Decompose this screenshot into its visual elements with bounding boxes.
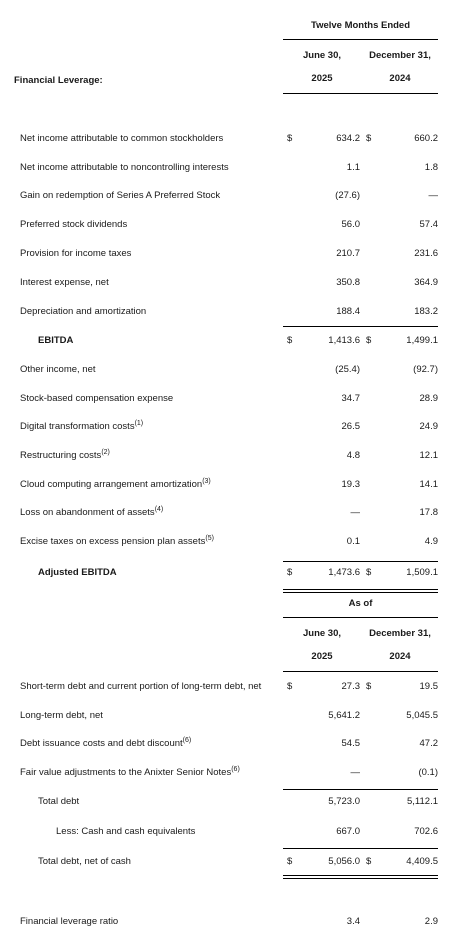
currency-symbol: $ (287, 681, 293, 692)
adjusted-ebitda-rule (283, 561, 438, 562)
value-2025: 350.8 (336, 277, 360, 288)
row-label-text: Cloud computing arrangement amortization (20, 479, 203, 490)
value-2024: 1.8 (424, 162, 438, 173)
value-2025: 1,413.6 (328, 335, 360, 346)
row-label (20, 306, 146, 317)
row-label (20, 277, 109, 288)
value-2025: 27.3 (341, 681, 360, 692)
row-label (20, 536, 214, 547)
value-2024: 1,499.1 (406, 335, 438, 346)
col1-header-line1: June 30, (302, 50, 342, 61)
row-label-text: Stock-based compensation expense (20, 393, 174, 404)
row-label (20, 190, 220, 201)
footnote-marker: (1) (134, 419, 144, 427)
row-label-text: Depreciation and amortization (20, 306, 147, 317)
row-label-text: Short-term debt and current portion of long-term debt, net (20, 681, 262, 692)
net-debt-double-rule (283, 875, 438, 879)
asof-bottom-rule (283, 671, 438, 672)
currency-symbol: $ (287, 133, 293, 144)
row-label (20, 219, 127, 230)
value-2025: 54.5 (341, 738, 360, 749)
col2-header-line2: 2024 (389, 73, 411, 84)
value-2024: 1,509.1 (406, 567, 438, 578)
row-label (38, 567, 117, 578)
row-label-text: Other income, net (20, 364, 96, 375)
section-title: Financial Leverage: (14, 75, 103, 86)
asof-title: As of (348, 598, 373, 609)
value-2025: 19.3 (341, 479, 360, 490)
value-2024: 4,409.5 (406, 856, 438, 867)
col2-header-line1: December 31, (369, 50, 431, 61)
footnote-marker: (4) (154, 505, 164, 513)
value-2025: 188.4 (336, 306, 360, 317)
value-2024: 702.6 (414, 826, 438, 837)
row-label-text: EBITDA (38, 335, 74, 346)
row-label (20, 738, 191, 749)
value-2024: 5,112.1 (407, 796, 438, 807)
footnote-marker: (6) (231, 765, 240, 773)
row-label (20, 767, 240, 778)
currency-symbol: $ (287, 856, 293, 867)
value-2025: 4.8 (346, 450, 360, 461)
value-2024: (92.7) (413, 364, 438, 375)
value-2024: 57.4 (419, 219, 438, 230)
col1-header-line2: 2025 (311, 73, 333, 84)
value-2025: — (350, 767, 360, 778)
ratio-label: Financial leverage ratio (20, 916, 119, 927)
row-label (38, 335, 73, 346)
footnote-marker: (5) (205, 534, 214, 542)
row-label-text: Debt issuance costs and debt discount (20, 738, 183, 749)
row-label-text: Preferred stock dividends (20, 219, 128, 230)
value-2025: 56.0 (341, 219, 360, 230)
value-2025: 5,641.2 (328, 710, 360, 721)
value-2024: 24.9 (419, 421, 438, 432)
value-2025: 1,473.6 (328, 567, 360, 578)
row-label-text: Gain on redemption of Series A Preferred Stock (20, 190, 221, 201)
adjusted-ebitda-double-rule (283, 589, 438, 593)
header-bottom-rule (283, 93, 438, 94)
asof-col1-line2: 2025 (311, 651, 333, 662)
value-2025: 26.5 (341, 421, 360, 432)
row-label-text: Total debt (38, 796, 80, 807)
value-2024: — (428, 190, 438, 201)
row-label (20, 364, 96, 375)
value-2025: 1.1 (346, 162, 360, 173)
row-label (20, 162, 229, 173)
value-2025: 0.1 (346, 536, 360, 547)
footnote-marker: (3) (202, 477, 211, 485)
currency-symbol: $ (366, 681, 372, 692)
row-label-text: Excise taxes on excess pension plan assets (20, 536, 206, 547)
row-label-text: Net income attributable to common stockholders (20, 133, 224, 144)
row-label (20, 421, 143, 432)
value-2024: 14.1 (419, 479, 438, 490)
ebitda-rule (283, 326, 438, 327)
row-label-text: Long-term debt, net (20, 710, 103, 721)
footnote-marker: (6) (182, 736, 192, 744)
row-label-text: Adjusted EBITDA (38, 567, 117, 578)
row-label (20, 393, 173, 404)
value-2024: 231.6 (414, 248, 438, 259)
value-2025: (27.6) (335, 190, 360, 201)
ratio-value-2025: 3.4 (346, 916, 360, 927)
asof-col2-line1: December 31, (369, 628, 431, 639)
value-2024: 28.9 (419, 393, 438, 404)
net-debt-rule (283, 848, 438, 849)
value-2025: 5,723.0 (328, 796, 360, 807)
currency-symbol: $ (366, 567, 372, 578)
row-label-text: Digital transformation costs (20, 421, 135, 432)
value-2024: 4.9 (424, 536, 438, 547)
row-label (20, 133, 223, 144)
row-label (56, 826, 195, 837)
row-label-text: Provision for income taxes (20, 248, 132, 259)
value-2024: 364.9 (414, 277, 438, 288)
value-2025: 210.7 (336, 248, 360, 259)
row-label-text: Restructuring costs (20, 450, 102, 461)
value-2024: 183.2 (414, 306, 438, 317)
value-2025: 34.7 (341, 393, 360, 404)
currency-symbol: $ (366, 335, 372, 346)
ratio-value-2024: 2.9 (424, 916, 438, 927)
header-rule (283, 39, 438, 40)
row-label (20, 450, 110, 461)
row-label-text: Fair value adjustments to the Anixter Senior Notes (20, 767, 232, 778)
value-2024: 5,045.5 (406, 710, 438, 721)
currency-symbol: $ (366, 133, 372, 144)
value-2025: 5,056.0 (328, 856, 360, 867)
row-label-text: Net income attributable to noncontrolling interests (20, 162, 229, 173)
row-label (38, 856, 131, 867)
value-2024: 19.5 (419, 681, 438, 692)
row-label-text: Loss on abandonment of assets (20, 507, 155, 518)
row-label-text: Interest expense, net (20, 277, 109, 288)
asof-col1-line1: June 30, (302, 628, 342, 639)
row-label (20, 507, 163, 518)
value-2025: — (350, 507, 360, 518)
value-2024: 17.8 (419, 507, 438, 518)
value-2024: 660.2 (414, 133, 438, 144)
currency-symbol: $ (287, 567, 293, 578)
currency-symbol: $ (287, 335, 293, 346)
row-label (38, 796, 79, 807)
value-2025: (25.4) (335, 364, 360, 375)
row-label (20, 479, 211, 490)
currency-symbol: $ (366, 856, 372, 867)
value-2024: 47.2 (419, 738, 438, 749)
row-label-text: Less: Cash and cash equivalents (56, 826, 196, 837)
value-2024: (0.1) (418, 767, 438, 778)
value-2024: 12.1 (419, 450, 438, 461)
row-label (20, 710, 103, 721)
row-label (20, 681, 261, 692)
asof-col2-line2: 2024 (389, 651, 411, 662)
footnote-marker: (2) (101, 448, 110, 456)
value-2025: 634.2 (336, 133, 360, 144)
period-title: Twelve Months Ended (310, 20, 411, 31)
value-2025: 667.0 (336, 826, 360, 837)
row-label-text: Total debt, net of cash (38, 856, 131, 867)
total-debt-rule (283, 789, 438, 790)
asof-rule (283, 617, 438, 618)
row-label (20, 248, 131, 259)
